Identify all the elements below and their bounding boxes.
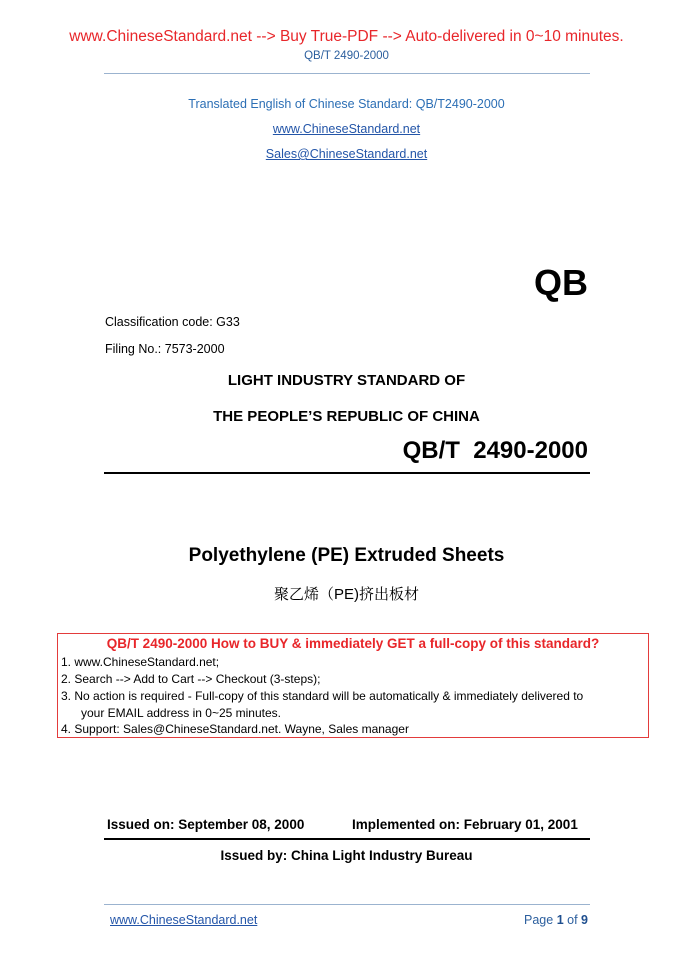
filing-number: Filing No.: 7573-2000	[105, 342, 225, 356]
top-banner-link[interactable]: www.ChineseStandard.net --> Buy True-PDF --> Auto-delivered in 0~10 minutes.	[69, 28, 624, 45]
page-label: Page	[524, 913, 554, 927]
translated-notice: Translated English of Chinese Standard: QB/T2490-2000	[188, 97, 505, 111]
page-of: of	[567, 913, 578, 927]
header-standard-ref: QB/T 2490-2000	[304, 50, 389, 62]
title-divider	[104, 472, 590, 474]
buy-step-3-cont: your EMAIL address in 0~25 minutes.	[61, 706, 281, 720]
issuing-authority: Issued by: China Light Industry Bureau	[220, 848, 473, 863]
buy-step-4: 4. Support: Sales@ChineseStandard.net. Wayne, Sales manager	[61, 722, 409, 736]
website-link[interactable]: www.ChineseStandard.net	[272, 122, 421, 136]
standard-number: QB/T 2490-2000	[402, 437, 588, 464]
buy-step-2: 2. Search --> Add to Cart --> Checkout (3-steps);	[61, 672, 321, 686]
qb-mark: QB	[534, 262, 588, 303]
buy-box-title: QB/T 2490-2000 How to BUY & immediately GET a full-copy of this standard?	[106, 636, 600, 651]
buy-step-1[interactable]: 1. www.ChineseStandard.net;	[61, 655, 220, 669]
buy-info-box	[57, 633, 649, 738]
header-divider	[104, 73, 590, 74]
standard-line-2: THE PEOPLE’S REPUBLIC OF CHINA	[213, 408, 480, 425]
implemented-date: Implemented on: February 01, 2001	[352, 817, 578, 832]
footer-divider	[104, 904, 590, 905]
page-current: 1	[556, 913, 564, 927]
issued-date: Issued on: September 08, 2000	[107, 817, 305, 832]
page-indicator	[480, 913, 588, 927]
email-link[interactable]: Sales@ChineseStandard.net	[265, 147, 428, 161]
page-total: 9	[581, 913, 588, 927]
document-title-en: Polyethylene (PE) Extruded Sheets	[188, 545, 505, 566]
dates-divider	[104, 838, 590, 840]
footer-website-link[interactable]: www.ChineseStandard.net	[110, 913, 258, 927]
document-title-cn: 聚乙烯（PE)挤出板材	[273, 586, 419, 603]
standard-line-1: LIGHT INDUSTRY STANDARD OF	[227, 372, 466, 389]
buy-step-3: 3. No action is required - Full-copy of this standard will be automatically & immediately delivered to	[61, 689, 584, 703]
classification-code: Classification code: G33	[105, 315, 240, 329]
